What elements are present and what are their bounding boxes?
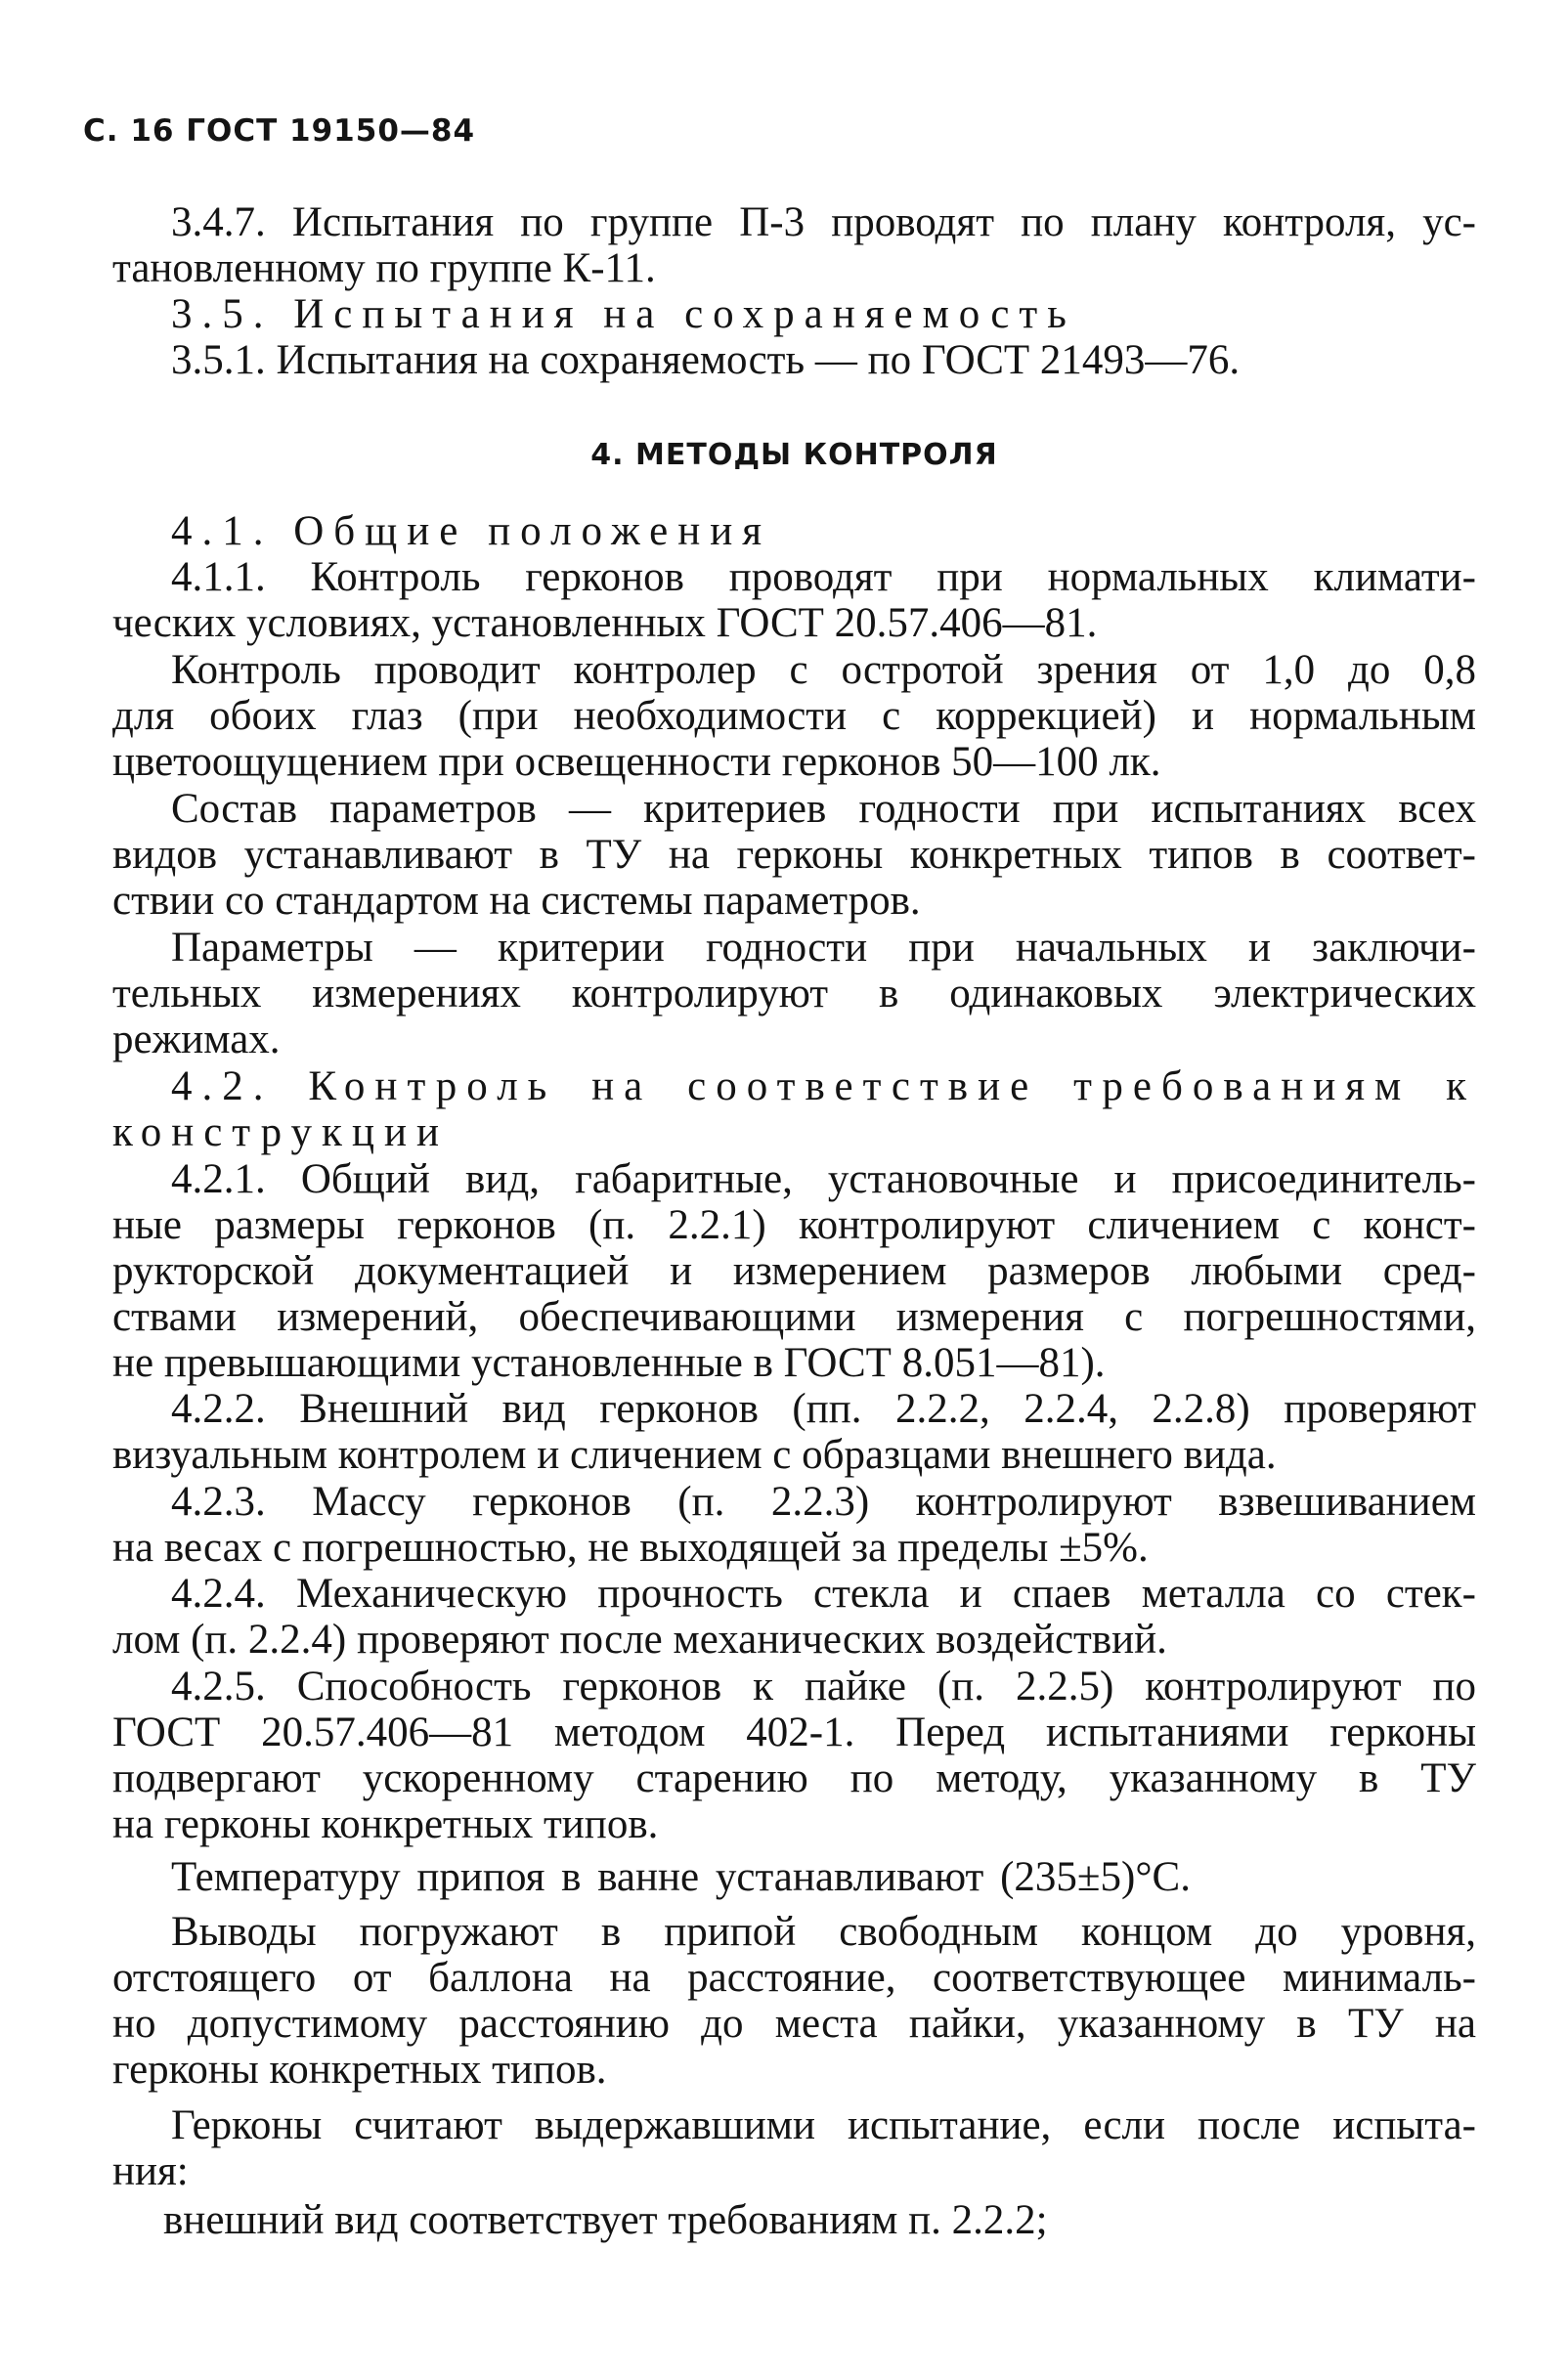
text-line: ния: <box>112 2148 189 2194</box>
text-line: отстоящего от баллона на расстояние, соответствующее минималь- <box>112 1955 1476 2001</box>
text-line: тановленному по группе К-11. <box>112 245 656 291</box>
text-line: Выводы погружают в припой свободным концом до уровня, <box>171 1909 1476 1955</box>
text-line: 4.2.1. Общий вид, габаритные, установочные и присоединитель- <box>171 1156 1476 1202</box>
text-line: видов устанавливают в ТУ на герконы конкретных типов в соответ- <box>112 832 1476 878</box>
subsection-heading: 3.5. Испытания на сохраняемость <box>171 291 1076 337</box>
section-heading: 4. МЕТОДЫ КОНТРОЛЯ <box>590 438 998 472</box>
text-line: рукторской документацией и измерением размеров любыми сред- <box>112 1248 1476 1294</box>
text-line: 3.5.1. Испытания на сохраняемость — по ГОСТ 21493—76. <box>171 337 1241 383</box>
text-line: но допустимому расстоянию до места пайки, указанному в ТУ на <box>112 2001 1476 2047</box>
text-line: ствии со стандартом на системы параметров. <box>112 878 921 924</box>
text-line: 4.2.5. Способность герконов к пайке (п. 2.2.5) контролируют по <box>171 1664 1476 1709</box>
text-line: на весах с погрешностью, не выходящей за пределы ±5%. <box>112 1525 1149 1571</box>
subsection-heading: конструкции <box>112 1109 449 1155</box>
text-line: Параметры — критерии годности при начальных и заключи- <box>171 925 1476 971</box>
running-head: С. 16 ГОСТ 19150—84 <box>83 113 476 149</box>
text-line: Герконы считают выдержавшими испытание, если после испыта- <box>171 2102 1476 2148</box>
subsection-heading: 4.2. Контроль на соответствие требованиям к <box>171 1063 1476 1109</box>
subsection-heading: 4.1. Общие положения <box>171 508 772 554</box>
text-line: ствами измерений, обеспечивающими измерения с погрешностями, <box>112 1294 1476 1340</box>
text-line: цветоощущением при освещенности герконов 50—100 лк. <box>112 739 1161 785</box>
text-line: 3.4.7. Испытания по группе П-3 проводят по плану контроля, ус- <box>171 199 1476 245</box>
text-line: подвергают ускоренному старению по методу, указанному в ТУ <box>112 1755 1476 1801</box>
text-line: внешний вид соответствует требованиям п. 2.2.2; <box>163 2197 1048 2243</box>
text-line: 4.2.3. Массу герконов (п. 2.2.3) контролируют взвешиванием <box>171 1479 1476 1525</box>
text-line: лом (п. 2.2.4) проверяют после механических воздействий. <box>112 1617 1167 1663</box>
text-line: визуальным контролем и сличением с образцами внешнего вида. <box>112 1432 1277 1478</box>
text-line: Состав параметров — критериев годности при испытаниях всех <box>171 786 1476 832</box>
text-line: на герконы конкретных типов. <box>112 1801 659 1847</box>
text-line: не превышающими установленные в ГОСТ 8.051—81). <box>112 1340 1106 1386</box>
text-line: герконы конкретных типов. <box>112 2047 607 2093</box>
text-line: ГОСТ 20.57.406—81 методом 402-1. Перед испытаниями герконы <box>112 1709 1476 1755</box>
text-line: 4.2.4. Механическую прочность стекла и спаев металла со стек- <box>171 1571 1476 1617</box>
text-line: Температуру припоя в ванне устанавливают (235±5)°С. <box>171 1854 1191 1900</box>
text-line: режимах. <box>112 1017 281 1062</box>
text-line: ческих условиях, установленных ГОСТ 20.57.406—81. <box>112 600 1098 646</box>
text-line: Контроль проводит контролер с остротой зрения от 1,0 до 0,8 <box>171 647 1476 693</box>
text-line: ные размеры герконов (п. 2.2.1) контролируют сличением с конст- <box>112 1202 1476 1248</box>
text-line: тельных измерениях контролируют в одинаковых электрических <box>112 971 1476 1017</box>
text-line: 4.1.1. Контроль герконов проводят при нормальных климати- <box>171 554 1476 600</box>
text-line: 4.2.2. Внешний вид герконов (пп. 2.2.2, 2.2.4, 2.2.8) проверяют <box>171 1386 1476 1432</box>
text-line: для обоих глаз (при необходимости с коррекцией) и нормальным <box>112 693 1476 739</box>
